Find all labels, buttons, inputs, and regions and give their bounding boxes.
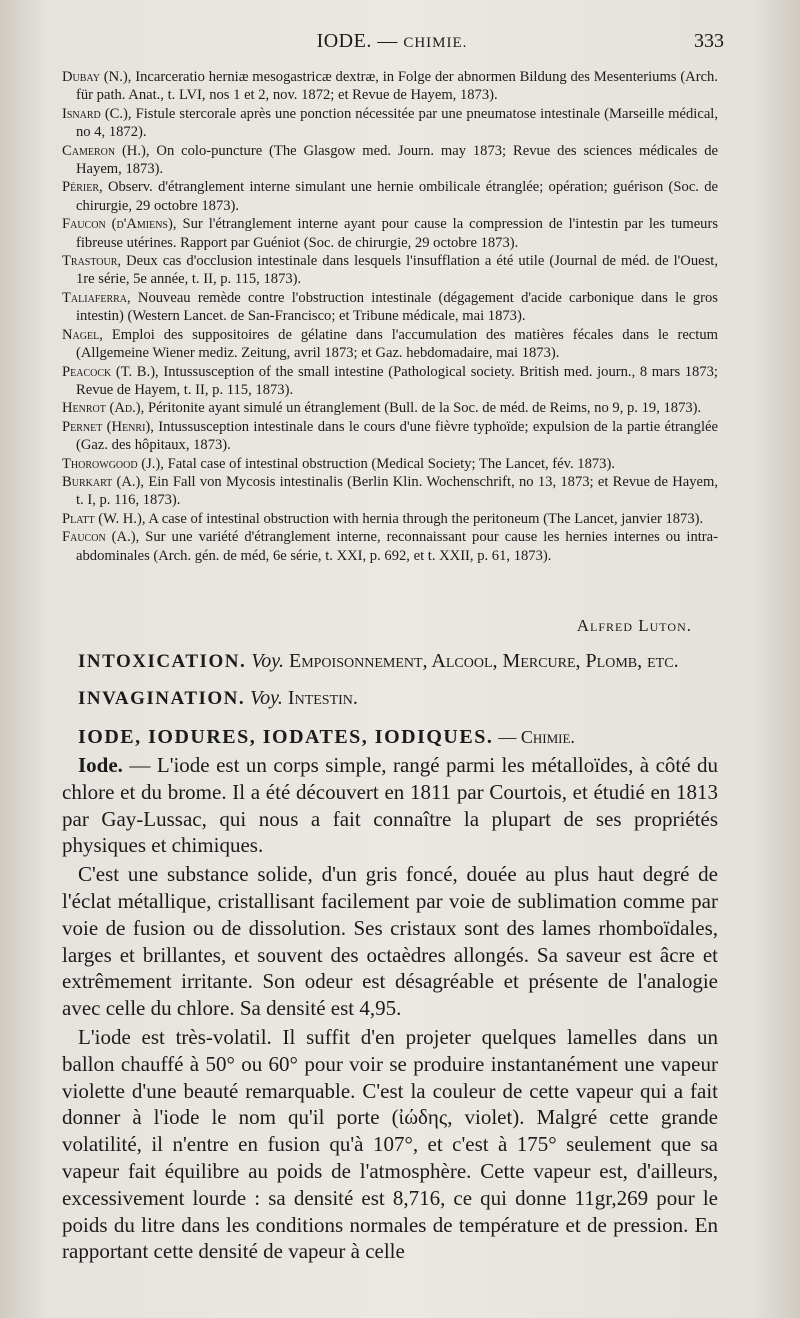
bib-author: Cameron (H.), (62, 142, 150, 159)
bib-text: Péritonite ayant simulé un étranglement (Bull. de la Soc. de méd. de Reims, no 9, p. 19, 1873). (147, 400, 702, 417)
bib-entry (62, 418, 718, 455)
running-title (60, 30, 724, 53)
bib-text: A case of intestinal obstruction with hernia through the peritoneum (The Lancet, janvier 1873). (148, 510, 704, 527)
article-heading (78, 726, 718, 749)
bib-text: Observ. d'étranglement interne simulant une hernie ombilicale étranglée; opération; guérison (Soc. de chirurgie, 29 octobre 1873). (76, 179, 718, 214)
article-title: IODE, IODURES, IODATES, IODIQUES. (78, 726, 494, 748)
bib-entry (62, 326, 718, 363)
bib-entry (62, 178, 718, 215)
running-title-section: CHIMIE. (403, 35, 468, 51)
crossref-intoxication (78, 650, 718, 673)
bib-text: Emploi des suppositoires de gélatine dans l'accumulation des matières fécales dans le rectum (Allgemeine Wiener mediz. Zeitung, avril 1873; et Gaz. hebdomadaire, mai 1873). (76, 326, 718, 362)
bib-author: Périer, (62, 179, 103, 196)
bib-author: Pernet (Henri), (62, 418, 154, 435)
bib-text: On colo-puncture (The Glasgow med. Journ. may 1873; Revue des sciences médicales de Hayem, 1873). (76, 142, 718, 178)
paragraph-text: — L'iode est un corps simple, rangé parmi les métalloïdes, à côté du chlore et du brome. Il a été découvert en 1811 par Courtois, et étudié en 1813 par Gay-Lussac, qui nous a fait connaître la plupart de ses propriétés physiques et chimiques. (62, 753, 718, 858)
bib-author: Thorowgood (J.), (62, 455, 164, 472)
bib-text: Fatal case of intestinal obstruction (Medical Society; The Lancet, fév. 1873). (167, 455, 615, 472)
crossref-voy: Voy. (250, 687, 283, 709)
crossref-targets: Intestin. (287, 687, 358, 709)
bib-text: Intussusception of the small intestine (Pathological society. British med. journ., 8 mars 1873; Revue de Hayem, t. II, p. 115, 1873). (76, 363, 718, 398)
bib-author: Nagel, (62, 326, 103, 343)
bib-entry (62, 473, 718, 510)
crossref-targets: Empoisonnement, Alcool, Mercure, Plomb, etc. (288, 650, 679, 672)
crossref-keyword: INVAGINATION. (78, 688, 246, 709)
bib-author: Faucon (A.), (62, 529, 140, 546)
bib-text: Incarceratio herniæ mesogastricæ dextræ, in Folge der abnormen Bildung des Mesenteriums (Arch. für path. Anat., t. LVI, nos 1 et 2, nov. 1872; et Revue de Hayem, 1873). (76, 69, 718, 104)
bib-text: Deux cas d'occlusion intestinale dans lesquels l'insufflation a été utile (Journal de méd. de l'Ouest, 1re série, 5e année, t. II, p. 115, 1873). (76, 253, 718, 288)
crossref-voy: Voy. (251, 650, 284, 672)
article-paragraph: L'iode est très-volatil. Il suffit d'en projeter quelques lamelles dans un ballon chauffé à 50° ou 60° pour voir se produire instantanément une vapeur violette d'une beauté remarquable. C'est la couleur de cette vapeur qui a fait donner à l'iode le nom qu'il porte (ἰώδης, violet). Malgré cette grande volatilité, il n'entre en fusion qu'à 107°, et c'est à 175° seulement que sa vapeur fait équilibre au poids de l'atmosphère. Cette vapeur est, d'ailleurs, excessivement lourde : sa densité est 8,716, ce qui donne 11gr,269 pour le poids du litre dans les conditions normales de température et de pression. En rapportant cette densité de vapeur à celle (62, 1024, 718, 1264)
article-lead: Iode. (78, 753, 123, 777)
bib-text: Intussusception intestinale dans le cours d'une fièvre typhoïde; expulsion de la partie étranglée (Gaz. des hôpitaux, 1873). (76, 418, 718, 454)
bib-entry (62, 142, 718, 179)
bib-author: Taliaferra, (62, 289, 131, 306)
running-header (60, 30, 724, 60)
bib-author: Isnard (C.), (62, 105, 132, 122)
running-title-main: IODE. — (316, 30, 398, 52)
page-number: 333 (694, 30, 724, 52)
bib-entry (62, 399, 718, 417)
bib-author: Faucon (d'Amiens), (62, 216, 177, 233)
bib-text: Fistule stercorale après une ponction nécessitée par une pneumatose intestinale (Marseille médical, no 4, 1872). (76, 105, 718, 141)
article-paragraph: C'est une substance solide, d'un gris foncé, douée au plus haut degré de l'éclat métallique, cristallisant facilement par voie de sublimation comme par voie de fusion ou de dissolution. Ses cristaux sont des lames rhomboïdales, larges et brillantes, et souvent des octaèdres allongés. Sa saveur est âcre et extrêmement irritante. Son odeur est désagréable et présente de l'analogie avec celle du chlore. Sa densité est 4,95. (62, 862, 718, 1021)
bib-text: Ein Fall von Mycosis intestinalis (Berlin Klin. Wochenschrift, no 13, 1873; et Revue de Hayem, t. I, p. 116, 1873). (76, 473, 718, 509)
bib-entry (62, 363, 718, 400)
bib-author: Burkart (A.), (62, 473, 145, 490)
bibliography-list (62, 68, 718, 565)
article-body (62, 752, 718, 1265)
article-paragraph (62, 752, 718, 859)
crossref-keyword: INTOXICATION. (78, 651, 247, 672)
bib-author: Platt (W. H.), (62, 510, 146, 527)
bib-entry (62, 510, 718, 528)
bib-entry (62, 68, 718, 105)
bib-author: Trastour, (62, 253, 122, 270)
bib-entry (62, 215, 718, 252)
bib-text: Nouveau remède contre l'obstruction intestinale (dégagement d'acide carbonique dans le gros intestin) (Western Lancet. de San-Francisco; et Tribune médicale, mai 1873). (76, 289, 718, 325)
bib-text: Sur l'étranglement interne ayant pour cause la compression de l'intestin par les tumeurs fibreuse utérines. Rapport par Guéniot (Soc. de chirurgie, 29 octobre 1873). (76, 216, 719, 251)
crossref-invagination (78, 687, 718, 710)
bib-author: Peacock (T. B.), (62, 363, 159, 380)
bib-author: Henrot (Ad.), (62, 400, 145, 417)
bib-entry (62, 289, 718, 326)
author-signature: Alfred Luton. (576, 616, 692, 635)
bib-text: Sur une variété d'étranglement interne, reconnaissant pour cause les hernies internes ou intra-abdominales (Arch. gén. de méd, 6e série, t. XXI, p. 692, et t. XXII, p. 61, 1873). (76, 529, 718, 564)
bib-entry (62, 528, 718, 565)
bib-entry (62, 252, 718, 289)
bib-entry (62, 105, 718, 142)
bib-entry (62, 455, 718, 473)
article-section: — Chimie. (498, 727, 575, 747)
bib-author: Dubay (N.), (62, 69, 132, 85)
